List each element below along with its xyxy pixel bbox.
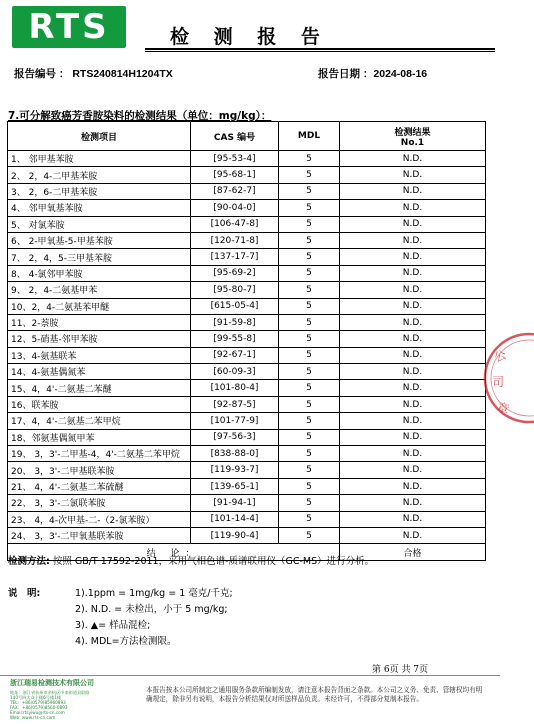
row-cas-number: [101-80-4] <box>191 380 279 396</box>
row-result: N.D. <box>340 331 486 347</box>
row-mdl: 5 <box>279 151 340 167</box>
row-cas-number: [137-17-7] <box>191 249 279 265</box>
table-row <box>8 331 486 347</box>
row-mdl: 5 <box>279 462 340 478</box>
row-result: N.D. <box>340 200 486 216</box>
row-cas-number: [106-47-8] <box>191 216 279 232</box>
title-rule <box>145 48 495 50</box>
title-rule-thin <box>145 51 495 52</box>
row-result: N.D. <box>340 413 486 429</box>
table-row <box>8 511 486 527</box>
row-cas-number: [87-62-7] <box>191 183 279 199</box>
row-result: N.D. <box>340 511 486 527</box>
table-row <box>8 183 486 199</box>
section-title: 7.可分解致癌芳香胺染料的检测结果（单位：mg/kg）： <box>8 110 272 122</box>
row-item-name: 12、5-硝基-邻甲苯胺 <box>8 331 191 347</box>
row-result: N.D. <box>340 462 486 478</box>
notes-label: 说 明: <box>8 588 41 599</box>
footer-contact-line: 140号四大众主楼6号楼1楼 <box>10 695 62 700</box>
row-item-name: 1、 邻甲基苯胺 <box>8 151 191 167</box>
row-result: N.D. <box>340 167 486 183</box>
table-row <box>8 200 486 216</box>
table-row <box>8 413 486 429</box>
row-result: N.D. <box>340 446 486 462</box>
row-mdl: 5 <box>279 265 340 281</box>
svg-text:章: 章 <box>494 399 512 417</box>
row-item-name: 15、4，4'-二氨基二苯醚 <box>8 380 191 396</box>
note-4: 4). MDL=方法检测限。 <box>75 636 177 647</box>
footer-contact-line: FAX：+86(0579)8560-0893 <box>10 705 68 710</box>
row-item-name: 24、 3，3'-二甲氧基联苯胺 <box>8 527 191 543</box>
row-mdl: 5 <box>279 429 340 445</box>
row-item-name: 4、 邻甲氧基苯胺 <box>8 200 191 216</box>
row-result: N.D. <box>340 151 486 167</box>
official-seal-stamp <box>474 318 534 438</box>
conclusion-label: 结 论： <box>8 544 340 560</box>
footer-contact-line: Web: www.rts-cn.com <box>10 715 56 720</box>
row-mdl: 5 <box>279 396 340 412</box>
row-result: N.D. <box>340 364 486 380</box>
table-row <box>8 429 486 445</box>
document-title: 检 测 报 告 <box>170 26 329 48</box>
row-item-name: 10、2，4-二氨基苯甲醚 <box>8 298 191 314</box>
header-result-line2: No.1 <box>400 137 425 148</box>
table-row <box>8 282 486 298</box>
row-mdl: 5 <box>279 200 340 216</box>
row-result: N.D. <box>340 216 486 232</box>
row-result: N.D. <box>340 527 486 543</box>
table-row <box>8 462 486 478</box>
row-result: N.D. <box>340 314 486 330</box>
row-item-name: 7、 2，4，5-三甲基苯胺 <box>8 249 191 265</box>
table-row <box>8 478 486 494</box>
row-item-name: 22、 3，3'-二氯联苯胺 <box>8 495 191 511</box>
table-row <box>8 216 486 232</box>
table-header-row <box>8 122 486 151</box>
row-cas-number: [91-94-1] <box>191 495 279 511</box>
row-cas-number: [95-68-1] <box>191 167 279 183</box>
footer-contact-line: Email:rtsyiwu@rts-cn.com <box>10 710 65 715</box>
row-item-name: 11、2-萘胺 <box>8 314 191 330</box>
svg-text:司: 司 <box>492 375 505 389</box>
report-date: 报告日期 ：2024-08-16 <box>318 68 428 80</box>
row-cas-number: [119-93-7] <box>191 462 279 478</box>
row-mdl: 5 <box>279 314 340 330</box>
row-item-name: 16、联苯胺 <box>8 396 191 412</box>
row-result: N.D. <box>340 347 486 363</box>
row-item-name: 5、 对氯苯胺 <box>8 216 191 232</box>
row-cas-number: [119-90-4] <box>191 527 279 543</box>
row-cas-number: [101-77-9] <box>191 413 279 429</box>
row-cas-number: [90-04-0] <box>191 200 279 216</box>
row-mdl: 5 <box>279 298 340 314</box>
table-row <box>8 347 486 363</box>
row-item-name: 9、 2，4-二氨基甲苯 <box>8 282 191 298</box>
row-cas-number: [139-65-1] <box>191 478 279 494</box>
footer-rule <box>0 675 500 676</box>
header-item: 检测项目 <box>8 122 191 151</box>
row-cas-number: [60-09-3] <box>191 364 279 380</box>
row-mdl: 5 <box>279 167 340 183</box>
row-item-name: 18、邻氨基偶氮甲苯 <box>8 429 191 445</box>
row-result: N.D. <box>340 495 486 511</box>
row-item-name: 19、 3，3'-二甲基-4，4'-二氨基二苯甲烷 <box>8 446 191 462</box>
row-mdl: 5 <box>279 495 340 511</box>
page-number: 第 6页 共 7页 <box>372 665 429 675</box>
row-item-name: 20、 3，3'-二甲基联苯胺 <box>8 462 191 478</box>
table-row <box>8 396 486 412</box>
row-mdl: 5 <box>279 478 340 494</box>
row-cas-number: [101-14-4] <box>191 511 279 527</box>
row-cas-number: [99-55-8] <box>191 331 279 347</box>
row-cas-number: [92-87-5] <box>191 396 279 412</box>
row-result: N.D. <box>340 232 486 248</box>
table-row <box>8 151 486 167</box>
row-mdl: 5 <box>279 216 340 232</box>
rts-logo: RTS <box>12 6 126 48</box>
table-row <box>8 495 486 511</box>
test-method <box>8 553 374 567</box>
table-row <box>8 167 486 183</box>
footer-disclaimer: 本报告按本公司所制定之通用服务条款所编制发放，请注意本报告背面之条款。本公司之义务、免责、管辖权均有明确规定，除非另有说明，本报告分析结果仅对所送样品负责。未经许可，不得部分复制本报告。 <box>146 686 483 704</box>
row-mdl: 5 <box>279 232 340 248</box>
row-cas-number: [615-05-4] <box>191 298 279 314</box>
row-result: N.D. <box>340 249 486 265</box>
row-item-name: 8、 4-氯邻甲苯胺 <box>8 265 191 281</box>
row-cas-number: [838-88-0] <box>191 446 279 462</box>
table-row <box>8 265 486 281</box>
method-label: 检测方法: <box>8 556 50 567</box>
table-row <box>8 249 486 265</box>
row-result: N.D. <box>340 478 486 494</box>
row-cas-number: [92-67-1] <box>191 347 279 363</box>
conclusion-value: 合格 <box>340 544 486 560</box>
row-mdl: 5 <box>279 413 340 429</box>
row-result: N.D. <box>340 183 486 199</box>
row-mdl: 5 <box>279 347 340 363</box>
row-result: N.D. <box>340 396 486 412</box>
row-item-name: 21、 4，4'-二氨基二苯硫醚 <box>8 478 191 494</box>
row-mdl: 5 <box>279 527 340 543</box>
svg-text:公: 公 <box>492 347 509 365</box>
table-row <box>8 232 486 248</box>
table-row <box>8 298 486 314</box>
row-mdl: 5 <box>279 380 340 396</box>
header-result-line1: 检测结果 <box>394 127 431 138</box>
row-mdl: 5 <box>279 282 340 298</box>
row-cas-number: [91-59-8] <box>191 314 279 330</box>
row-item-name: 13、4-氨基联苯 <box>8 347 191 363</box>
row-result: N.D. <box>340 265 486 281</box>
footer-contact-line: TEL：+86(0579)85960893 <box>10 700 66 705</box>
row-mdl: 5 <box>279 364 340 380</box>
row-cas-number: [95-80-7] <box>191 282 279 298</box>
row-result: N.D. <box>340 282 486 298</box>
header-cas: CAS 编号 <box>191 122 279 151</box>
table-row <box>8 446 486 462</box>
footer-contact-line: 地址：浙江省杭州市余杭区中泰街道双联路 <box>10 690 90 695</box>
row-result: N.D. <box>340 429 486 445</box>
header-mdl: MDL <box>279 122 340 151</box>
row-mdl: 5 <box>279 511 340 527</box>
method-text: 按照 GB/T 17592-2011，采用气相色谱-质谱联用仪（GC-MS）进行分析。 <box>49 556 375 567</box>
table-row <box>8 314 486 330</box>
row-cas-number: [120-71-8] <box>191 232 279 248</box>
row-result: N.D. <box>340 380 486 396</box>
row-item-name: 2、 2，4-二甲基苯胺 <box>8 167 191 183</box>
row-result: N.D. <box>340 298 486 314</box>
row-item-name: 17、4，4'-二氨基二苯甲烷 <box>8 413 191 429</box>
report-number: 报告编号 ： RTS240814H1204TX <box>14 68 173 80</box>
table-row <box>8 527 486 543</box>
row-item-name: 3、 2，6-二甲基苯胺 <box>8 183 191 199</box>
results-table <box>7 121 486 561</box>
row-cas-number: [95-53-4] <box>191 151 279 167</box>
row-mdl: 5 <box>279 183 340 199</box>
row-mdl: 5 <box>279 331 340 347</box>
row-mdl: 5 <box>279 249 340 265</box>
row-item-name: 6、 2-甲氧基-5-甲基苯胺 <box>8 232 191 248</box>
row-item-name: 14、4-氨基偶氮苯 <box>8 364 191 380</box>
note-2: 2). N.D. = 未检出，小于 5 mg/kg; <box>75 604 228 615</box>
row-mdl: 5 <box>279 446 340 462</box>
note-1: 1).1ppm = 1mg/kg = 1 毫克/千克; <box>75 588 233 599</box>
row-cas-number: [97-56-3] <box>191 429 279 445</box>
footer-company: 浙江瑞易检测技术有限公司 <box>10 679 94 687</box>
note-3: 3). ▲= 样品混检; <box>75 620 151 631</box>
row-cas-number: [95-69-2] <box>191 265 279 281</box>
row-item-name: 23、 4，4-次甲基-二-（2-氯苯胺） <box>8 511 191 527</box>
header-result <box>340 122 486 151</box>
table-row <box>8 364 486 380</box>
table-row <box>8 380 486 396</box>
